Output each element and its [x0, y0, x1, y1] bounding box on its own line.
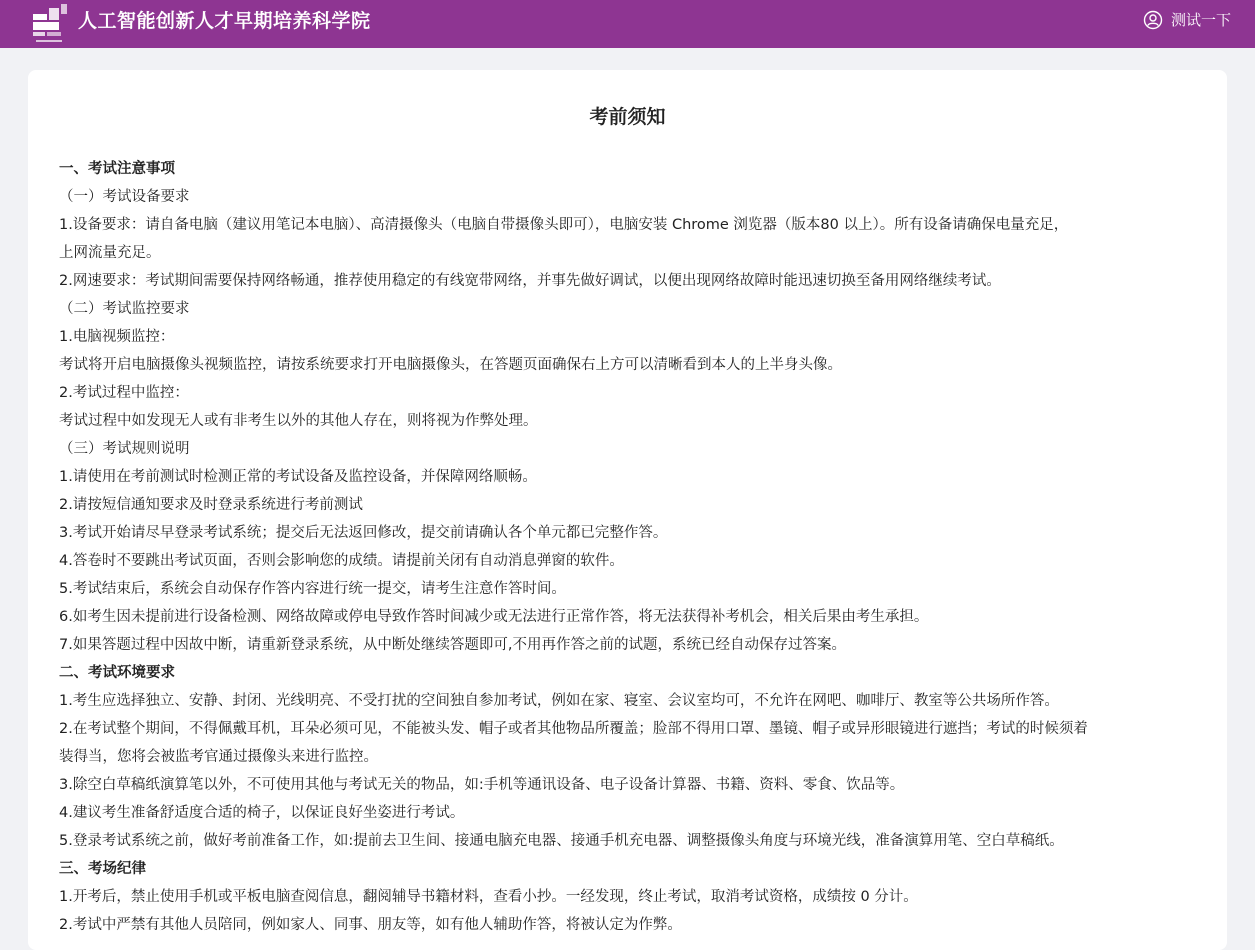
section-heading: 二、考试环境要求 [59, 665, 175, 681]
notice-content [59, 155, 1209, 939]
user-menu[interactable] [1143, 10, 1231, 30]
notice-line: 3.考试开始请尽早登录考试系统；提交后无法返回修改，提交前请确认各个单元都已完整作答。 [59, 525, 668, 541]
notice-line: 3.除空白草稿纸演算笔以外，不可使用其他与考试无关的物品，如:手机等通讯设备、电子设备计算器、书籍、资料、零食、饮品等。 [59, 777, 905, 793]
notice-line: 2.考试中严禁有其他人员陪同，例如家人、同事、朋友等，如有他人辅助作答，将被认定为作弊。 [59, 917, 682, 933]
top-header [0, 0, 1255, 48]
subsection-heading: （二）考试监控要求 [59, 301, 190, 317]
notice-card [28, 70, 1227, 950]
notice-line: 1.请使用在考前测试时检测正常的考试设备及监控设备，并保障网络顺畅。 [59, 469, 537, 485]
notice-line: 5.登录考试系统之前，做好考前准备工作，如:提前去卫生间、接通电脑充电器、接通手机充电器、调整摄像头角度与环境光线，准备演算用笔、空白草稿纸。 [59, 833, 1064, 849]
subsection-heading: （三）考试规则说明 [59, 441, 190, 457]
site-title: 人工智能创新人才早期培养科学院 [78, 10, 371, 32]
academy-logo[interactable] [30, 0, 68, 46]
notice-line: 1.电脑视频监控： [59, 329, 175, 345]
section-heading: 一、考试注意事项 [59, 161, 175, 177]
user-name: 测试一下 [1170, 11, 1231, 29]
notice-line: 2.请按短信通知要求及时登录系统进行考前测试 [59, 497, 363, 513]
notice-line: 装得当，您将会被监考官通过摄像头来进行监控。 [59, 749, 378, 765]
notice-line: 2.考试过程中监控： [59, 385, 189, 401]
user-circle-icon [1143, 10, 1163, 30]
notice-line: 考试过程中如发现无人或有非考生以外的其他人存在，则将视为作弊处理。 [59, 413, 538, 429]
notice-line: 考试将开启电脑摄像头视频监控，请按系统要求打开电脑摄像头，在答题页面确保右上方可以清晰看到本人的上半身头像。 [59, 357, 842, 373]
notice-line: 1.开考后，禁止使用手机或平板电脑查阅信息，翻阅辅导书籍材料，查看小抄。一经发现，终止考试，取消考试资格，成绩按 0 分计。 [59, 889, 918, 905]
notice-line: 2.在考试整个期间，不得佩戴耳机，耳朵必须可见，不能被头发、帽子或者其他物品所覆盖；脸部不得用口罩、墨镜、帽子或异形眼镜进行遮挡；考试的时候须着 [59, 721, 1088, 737]
notice-line: 2.网速要求：考试期间需要保持网络畅通，推荐使用稳定的有线宽带网络，并事先做好调试，以便出现网络故障时能迅速切换至备用网络继续考试。 [59, 273, 1001, 289]
notice-line: 1.设备要求：请自备电脑（建议用笔记本电脑）、高清摄像头（电脑自带摄像头即可），电脑安装 Chrome 浏览器（版本80 以上）。所有设备请确保电量充足， [59, 217, 1069, 233]
notice-line: 5.考试结束后，系统会自动保存作答内容进行统一提交，请考生注意作答时间。 [59, 581, 566, 597]
page-title: 考前须知 [589, 106, 666, 128]
notice-line: 7.如果答题过程中因故中断，请重新登录系统，从中断处继续答题即可,不用再作答之前的试题，系统已经自动保存过答案。 [59, 637, 846, 653]
notice-line: 上网流量充足。 [59, 245, 161, 261]
notice-line: 6.如考生因未提前进行设备检测、网络故障或停电导致作答时间减少或无法进行正常作答，将无法获得补考机会，相关后果由考生承担。 [59, 609, 929, 625]
notice-line: 1.考生应选择独立、安静、封闭、光线明亮、不受打扰的空间独自参加考试，例如在家、寝室、会议室均可，不允许在网吧、咖啡厅、教室等公共场所作答。 [59, 693, 1059, 709]
section-heading: 三、考场纪律 [59, 861, 146, 877]
subsection-heading: （一）考试设备要求 [59, 189, 190, 205]
notice-line: 4.建议考生准备舒适度合适的椅子，以保证良好坐姿进行考试。 [59, 805, 465, 821]
notice-line: 4.答卷时不要跳出考试页面，否则会影响您的成绩。请提前关闭有自动消息弹窗的软件。 [59, 553, 624, 569]
